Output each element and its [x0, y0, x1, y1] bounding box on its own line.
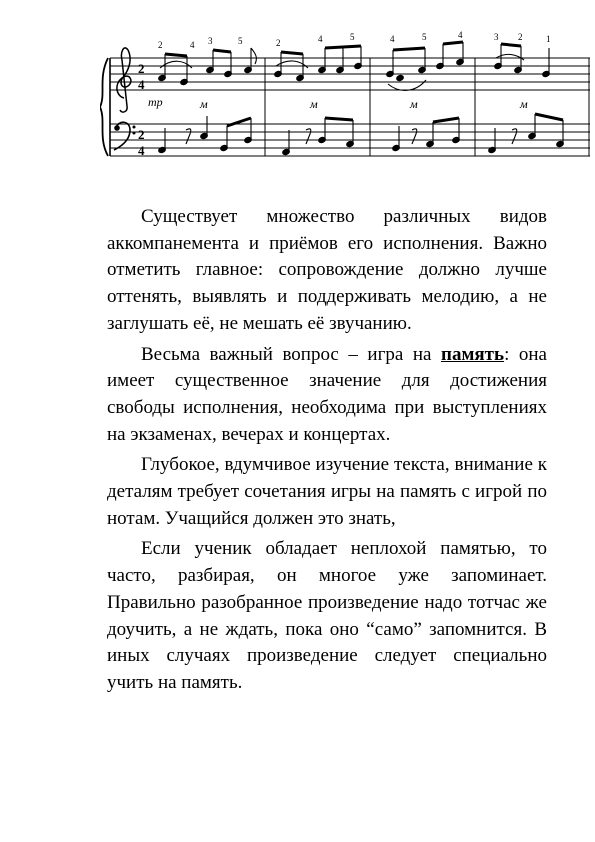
pedal-mark-3: м	[410, 97, 418, 111]
fingering-5c: 5	[422, 32, 427, 42]
time-signature-bottom-bass: 4	[138, 143, 145, 158]
paragraph-accompaniment: Существует множество различных видов аккомпанемента и приёмов его исполнения. Важно отметить главное: сопровождение должно лучше оттенять, выявлять и поддерживать мелодию, а не заглушать её, не мешать её звучанию.	[107, 206, 547, 334]
paragraph-text-study: Глубокое, вдумчивое изучение текста, внимание к деталям требует сочетания игры на память с игрой по нотам. Учащийся должен это знать,	[107, 454, 547, 529]
fingering-1: 1	[546, 34, 551, 44]
fingering-3: 3	[208, 36, 213, 46]
time-signature-bottom-treble: 4	[138, 77, 145, 92]
time-signature-top-treble: 2	[138, 61, 145, 76]
fingering-5: 5	[238, 36, 243, 46]
fingering-5b: 5	[350, 32, 355, 42]
time-signature-top-bass: 2	[138, 127, 145, 142]
dynamic-mp: mp	[148, 95, 163, 109]
music-score	[100, 28, 595, 160]
pedal-mark-2: м	[310, 97, 318, 111]
paragraph-memory-before: Весьма важный вопрос – игра на	[141, 343, 441, 365]
fingering-2c: 2	[518, 32, 523, 42]
fingering-4c: 4	[390, 34, 395, 44]
fingering-3b: 3	[494, 32, 499, 42]
body-text	[107, 204, 547, 701]
piano-staff-system	[100, 28, 595, 160]
pedal-mark-1: м	[200, 97, 208, 111]
fingering-4b: 4	[318, 34, 323, 44]
fingering-4: 4	[190, 40, 195, 50]
paragraph-student-memory: Если ученик обладает неплохой памятью, то часто, разбирая, он многое уже запоминает. Правильно разобранное произведение надо тотчас же доучить, а не ждать, пока оно “само” запомнится. В иных случаях произведение следует специально учить на память.	[107, 538, 547, 693]
fingering-2: 2	[158, 40, 163, 50]
fingering-4d: 4	[458, 30, 463, 40]
memory-emphasis: память	[441, 343, 505, 365]
paragraph-memory-after: : она имеет существенное значение для достижения свободы исполнения, необходима при выступлениях на экзаменах, вечерах и концертах.	[107, 343, 547, 445]
pedal-mark-4: м	[520, 97, 528, 111]
paragraph-memory-question	[107, 342, 547, 449]
fingering-2b: 2	[276, 38, 281, 48]
